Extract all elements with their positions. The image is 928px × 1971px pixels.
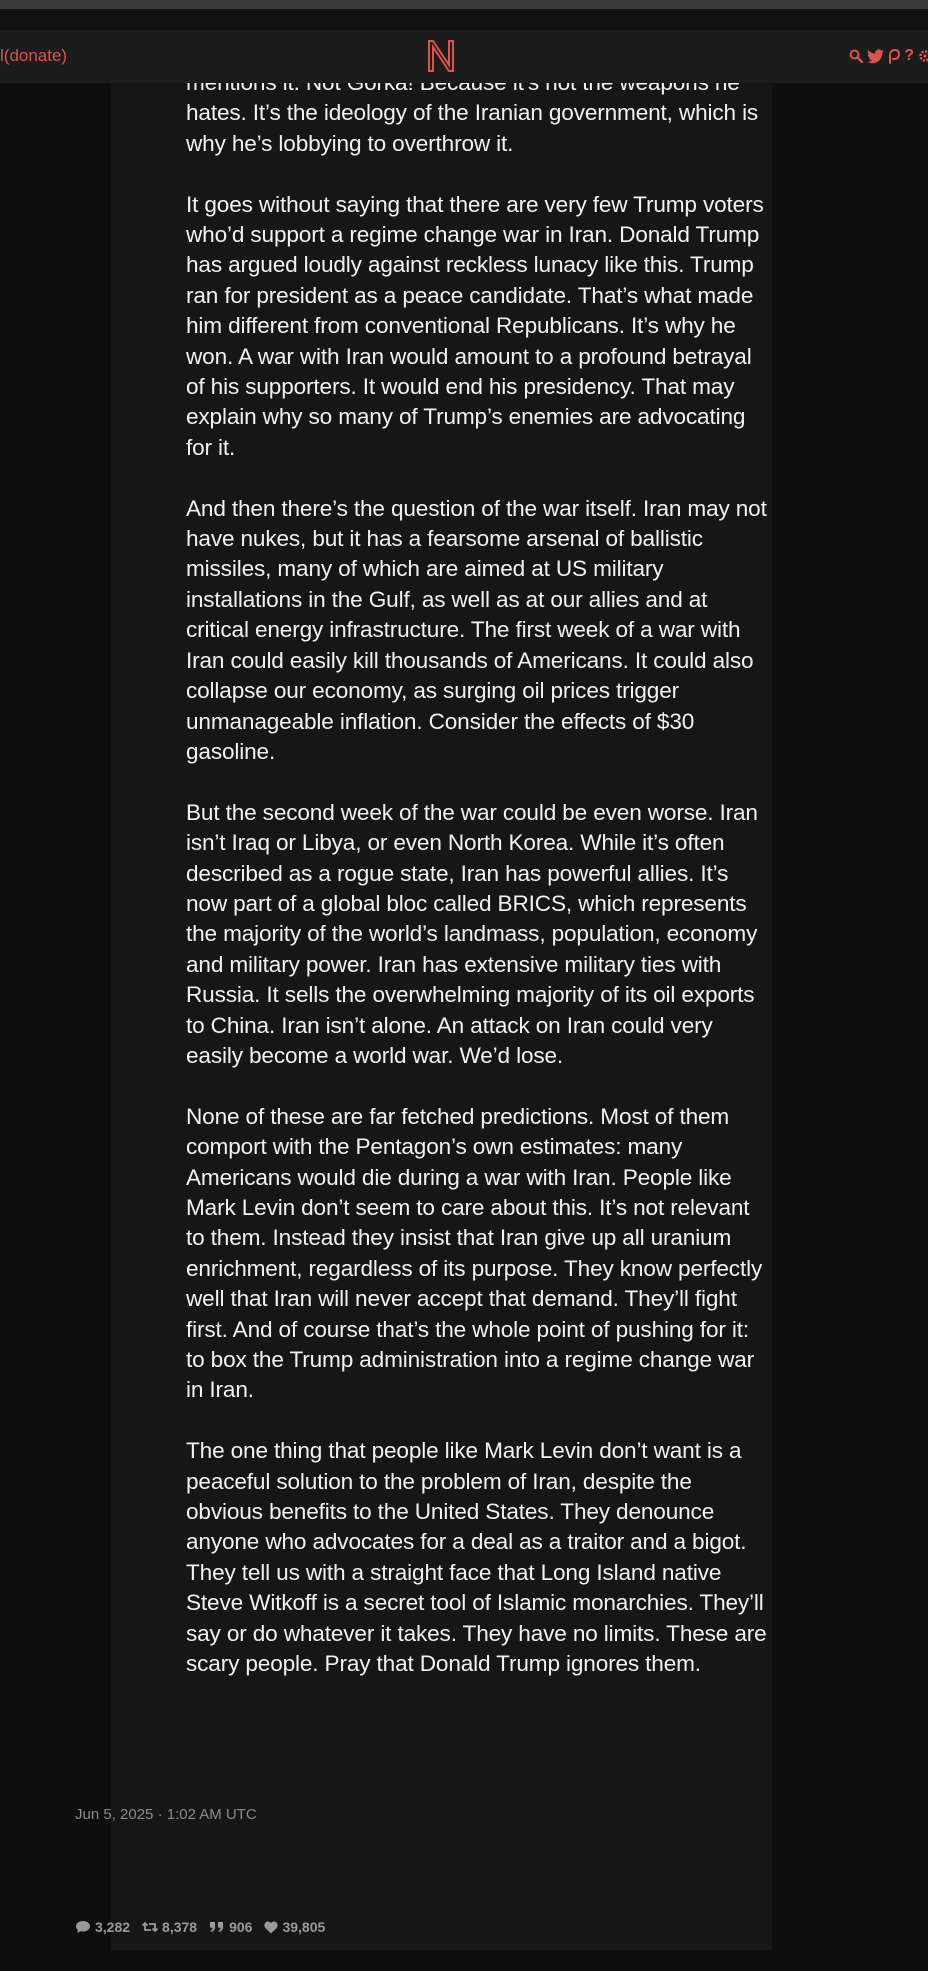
likes-count: 39,805 <box>282 1919 326 1935</box>
post-paragraph: It goes without saying that there are very few Trump voters who’d support a regime change war in Iran. Donald Trump has argued loudly against reckless lunacy like this. Trump ran for president as a peace candidate. That’s what made him different from conventional Republicans. It’s why he won. A war with Iran would amount to a profound betrayal of his supporters. It would end his presidency. That may explain why so many of Trump’s enemies are advocating for it. <box>186 191 764 460</box>
post-paragraph: None of these are far fetched predictions. Most of them comport with the Pentagon’s own estimates: many Americans would die during a war with Iran. People like Mark Levin don’t seem to care about this. It’s not relevant to them. Instead they insist that Iran give up all uranium enrichment, regardless of its purpose. They know perfectly well that Iran will never accept that demand. They’ll fight first. And of course that’s the whole point of pushing for it: to box the Trump administration into a regime change war in Iran. <box>186 1103 763 1403</box>
quotes-stat[interactable] <box>209 1918 252 1936</box>
post-body <box>186 83 770 1679</box>
top-navbar <box>0 30 928 83</box>
post-stats <box>75 1918 325 1936</box>
parler-icon[interactable] <box>888 45 900 67</box>
heart-icon <box>264 1921 278 1934</box>
reposts-count: 8,378 <box>162 1919 198 1935</box>
question-icon[interactable]: ? <box>904 47 914 64</box>
search-icon[interactable] <box>849 45 863 67</box>
twitter-icon[interactable] <box>867 45 884 67</box>
browser-top-strip <box>0 0 928 9</box>
post-paragraph: The one thing that people like Mark Levin don’t want is a peaceful solution to the problem of Iran, despite the obvious benefits to the United States. They denounce anyone who advocates for a deal as a traitor and a bigot. They tell us with a straight face that Long Island native Steve Witkoff is a secret tool of Islamic monarchies. They’ll say or do whatever it takes. They have no limits. These are scary people. Pray that Donald Trump ignores them. <box>186 1438 767 1677</box>
post-timestamp[interactable]: Jun 5, 2025 · 1:02 AM UTC <box>75 1806 257 1823</box>
post-paragraph: And then there’s the question of the war itself. Iran may not have nukes, but it has a fearsome arsenal of ballistic missiles, many of which are aimed at US military installations in the Gulf, as well as at our allies and at critical energy infrastructure. The first week of a war with Iran could easily kill thousands of Americans. It could also collapse our economy, as surging oil prices trigger unmanageable inflation. Consider the effects of $30 gasoline. <box>186 495 767 764</box>
n-logo-icon[interactable] <box>424 37 458 75</box>
replies-count: 3,282 <box>95 1919 131 1935</box>
gear-icon[interactable] <box>918 45 928 67</box>
quotes-count: 906 <box>229 1919 253 1935</box>
post-card <box>111 83 772 1950</box>
likes-stat[interactable] <box>264 1918 325 1936</box>
post-paragraph: But the second week of the war could be even worse. Iran isn’t Iraq or Libya, or even North Korea. While it’s often described as a rogue state, Iran has powerful allies. It’s now part of a global bloc called BRICS, which represents the majority of the world’s landmass, population, economy and military power. Iran has extensive military ties with Russia. It sells the overwhelming majority of its oil exports to China. Iran isn’t alone. An attack on Iran could very easily become a world war. We’d lose. <box>186 799 758 1068</box>
nav-icon-group <box>849 44 928 68</box>
donate-link[interactable]: l(donate) <box>0 46 68 65</box>
comment-icon <box>75 1920 91 1934</box>
reposts-stat[interactable] <box>142 1918 197 1936</box>
post-paragraph: hates. It’s the ideology of the Iranian government, which is why he’s lobbying to overthrow it. <box>186 100 759 156</box>
top-spacer <box>0 9 928 30</box>
replies-stat[interactable] <box>75 1918 130 1936</box>
quote-icon <box>209 1921 225 1933</box>
retweet-icon <box>142 1920 158 1934</box>
